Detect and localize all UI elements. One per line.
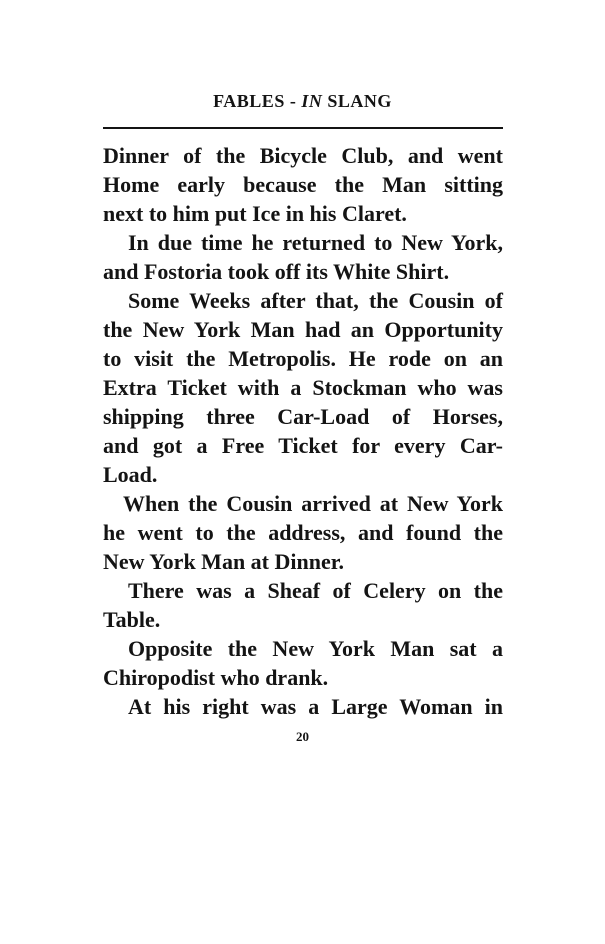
text-line: At his right was a Large Woman in <box>128 694 503 719</box>
text-line: When the Cousin arrived at New York <box>123 491 503 516</box>
text-line: and got a Free Ticket for every Car- <box>103 433 503 458</box>
page-number: 20 <box>296 729 309 744</box>
text-line: he went to the address, and found the <box>103 520 503 545</box>
text-line: to visit the Metropolis. He rode on an <box>103 346 503 371</box>
text-line: the New York Man had an Opportunity <box>103 317 503 342</box>
text-line: Dinner of the Bicycle Club, and went <box>103 143 503 168</box>
body-text <box>103 141 503 721</box>
running-head-separator: - <box>284 91 302 111</box>
text-line: and Fostoria took off its White Shirt. <box>103 259 450 284</box>
running-head <box>0 91 605 112</box>
text-line: Chiropodist who drank. <box>103 665 329 690</box>
text-line: shipping three Car-Load of Horses, <box>103 404 503 429</box>
header-rule <box>103 127 503 129</box>
text-line: Table. <box>103 607 161 632</box>
text-line: New York Man at Dinner. <box>103 549 344 574</box>
text-line: next to him put Ice in his Claret. <box>103 201 407 226</box>
running-head-fables: FABLES <box>213 91 285 111</box>
running-head-slang: SLANG <box>322 91 392 111</box>
text-line: Extra Ticket with a Stockman who was <box>103 375 503 400</box>
text-line: Load. <box>103 462 158 487</box>
running-head-in: IN <box>301 91 323 111</box>
text-line: Some Weeks after that, the Cousin of <box>128 288 503 313</box>
text-line: Home early because the Man sitting <box>103 172 503 197</box>
text-line: In due time he returned to New York, <box>128 230 503 255</box>
text-line: Opposite the New York Man sat a <box>128 636 503 661</box>
text-line: There was a Sheaf of Celery on the <box>128 578 503 603</box>
